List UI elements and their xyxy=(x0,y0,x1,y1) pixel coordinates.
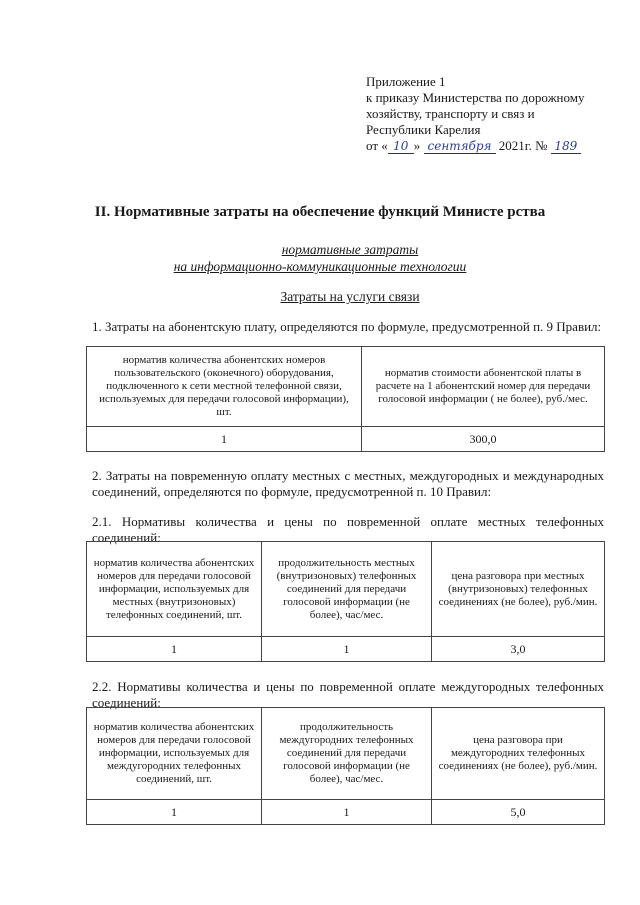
header-cell: норматив количества абонентских номеров пользовательского (оконечного) оборудования, подключенного к сети местной телефонной связи, используемых для передачи голосовой информации), шт. xyxy=(87,347,362,427)
order-year: 2021г. № xyxy=(498,138,548,153)
header-cell: продолжительность междугородних телефонных соединений для передачи голосовой информации (не более), час/мес. xyxy=(262,708,432,800)
handwritten-order-number: 189 xyxy=(551,139,581,154)
appendix-line-2: к приказу Министерства по дорожному xyxy=(366,90,585,105)
value-cell: 1 xyxy=(87,800,262,825)
appendix-line-1: Приложение 1 xyxy=(366,74,446,89)
section-title: II. Нормативные затраты на обеспечение функций Министе рства xyxy=(94,204,546,220)
local-calls-table xyxy=(86,541,605,662)
value-cell: 5,0 xyxy=(432,800,605,825)
handwritten-day: 10 xyxy=(388,139,414,154)
italic-heading-2: на информационно-коммуникационные технологии xyxy=(173,259,467,274)
table-header-row xyxy=(87,708,605,800)
header-cell: норматив количества абонентских номеров для передачи голосовой информации, используемых для междугородних телефонных соединений, шт. xyxy=(87,708,262,800)
table-row xyxy=(87,427,605,452)
item-2-2-text: 2.2. Нормативы количества и цены по повременной оплате междугородных телефонных соединений: xyxy=(92,679,604,710)
header-cell: норматив стоимости абонентской платы в расчете на 1 абонентский номер для передачи голосовой информации ( не более), руб./мес. xyxy=(362,347,605,427)
communication-costs-heading: Затраты на услуги связи xyxy=(280,289,420,304)
table-row xyxy=(87,800,605,825)
appendix-line-3: хозяйству, транспорту и связ и xyxy=(366,106,535,121)
table-header-row xyxy=(87,347,605,427)
header-cell: продолжительность местных (внутризоновых) телефонных соединений для передачи голосовой информации (не более), час/мес. xyxy=(262,542,432,637)
appendix-line-4: Республики Карелия xyxy=(366,122,481,137)
item-2-text: 2. Затраты на повременную оплату местных с местных, междугородных и международных соединений, определяются по формуле, предусмотренной п. 10 Правил: xyxy=(92,468,604,499)
value-cell: 1 xyxy=(87,637,262,662)
value-cell: 1 xyxy=(87,427,362,452)
italic-heading-1: нормативные затраты xyxy=(281,242,419,257)
table-row xyxy=(87,637,605,662)
date-prefix: от « xyxy=(366,138,388,153)
table-header-row xyxy=(87,542,605,637)
header-cell: цена разговора при междугородних телефонных соединениях (не более), руб./мин. xyxy=(432,708,605,800)
appendix-header xyxy=(366,74,626,154)
order-date-line xyxy=(366,138,626,154)
value-cell: 1 xyxy=(262,637,432,662)
long-distance-calls-table xyxy=(86,707,605,825)
subscription-fee-table xyxy=(86,346,605,452)
handwritten-month: сентября xyxy=(424,139,496,154)
value-cell: 300,0 xyxy=(362,427,605,452)
item-2-1-text: 2.1. Нормативы количества и цены по повременной оплате местных телефонных соединений: xyxy=(92,514,604,545)
value-cell: 3,0 xyxy=(432,637,605,662)
date-quote-close: » xyxy=(413,138,421,153)
header-cell: цена разговора при местных (внутризоновых) телефонных соединениях (не более), руб./мин. xyxy=(432,542,605,637)
item-1-text: 1. Затраты на абонентскую плату, определяются по формуле, предусмотренной п. 9 Правил: xyxy=(92,319,602,334)
value-cell: 1 xyxy=(262,800,432,825)
header-cell: норматив количества абонентских номеров для передачи голосовой информации, используемых для местных (внутризоновых) телефонных соединений, шт. xyxy=(87,542,262,637)
